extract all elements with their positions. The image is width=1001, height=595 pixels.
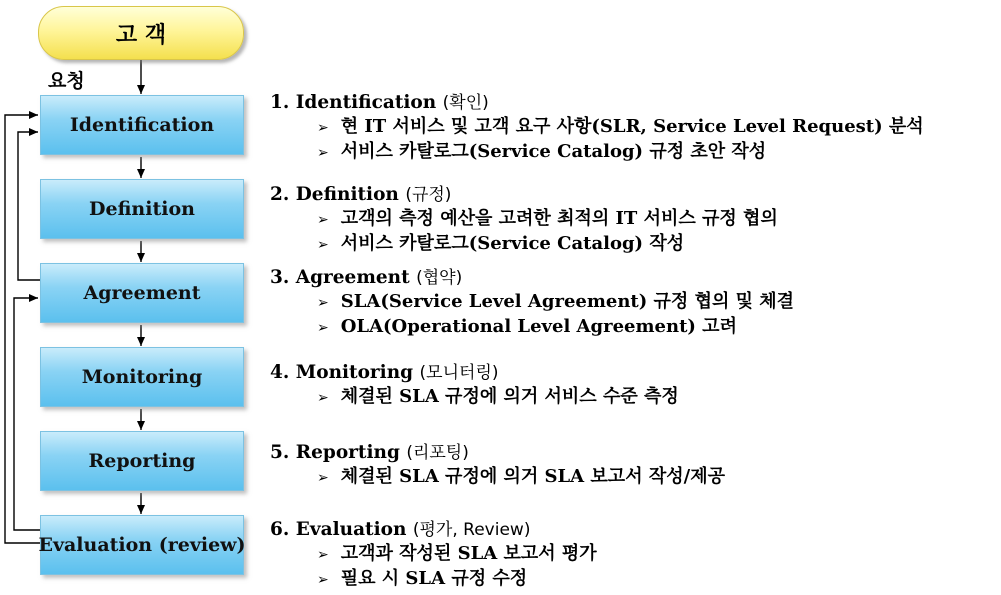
- loop-evaluation-to-agreement: [14, 298, 40, 530]
- description-bullet: ➢ 필요 시 SLA 규정 수정: [317, 568, 528, 589]
- description-title: 4. Monitoring (모니터링): [270, 362, 499, 383]
- description-bullet: ➢ 현 IT 서비스 및 고객 요구 사항(SLR, Service Level Request) 분석: [317, 116, 924, 137]
- description-bullet: ➢ 서비스 카탈로그(Service Catalog) 작성: [317, 233, 685, 254]
- description-bullet: ➢ 고객의 측정 예산을 고려한 최적의 IT 서비스 규정 협의: [317, 208, 778, 229]
- stage-evaluation: Evaluation (review): [40, 515, 244, 575]
- arrow-bullet-icon: ➢: [317, 237, 329, 253]
- request-label: 요청: [48, 70, 85, 92]
- stage-monitoring: Monitoring: [40, 347, 244, 407]
- arrow-bullet-icon: ➢: [317, 390, 329, 406]
- arrow-bullet-icon: ➢: [317, 572, 329, 588]
- description-bullet: ➢ 서비스 카탈로그(Service Catalog) 규정 초안 작성: [317, 141, 767, 162]
- description-definition: [270, 183, 778, 257]
- description-monitoring: [270, 361, 679, 410]
- description-bullet: ➢ SLA(Service Level Agreement) 규정 협의 및 체결: [317, 291, 795, 312]
- arrow-bullet-icon: ➢: [317, 212, 329, 228]
- description-bullet: ➢ 체결된 SLA 규정에 의거 SLA 보고서 작성/제공: [317, 466, 725, 487]
- description-title: 5. Reporting (리포팅): [270, 442, 469, 463]
- stage-agreement: Agreement: [40, 263, 244, 323]
- description-agreement: [270, 266, 794, 340]
- description-bullet: ➢ 체결된 SLA 규정에 의거 서비스 수준 측정: [317, 386, 679, 407]
- description-bullet: ➢ OLA(Operational Level Agreement) 고려: [317, 316, 737, 337]
- customer-node: [38, 6, 244, 60]
- stage-reporting: Reporting: [40, 431, 244, 491]
- customer-label: 고 객: [115, 22, 167, 48]
- arrow-bullet-icon: ➢: [317, 320, 329, 336]
- stage-definition: Definition: [40, 179, 244, 239]
- description-title: 2. Definition (규정): [270, 184, 452, 205]
- loop-evaluation-to-identification: [5, 115, 40, 543]
- description-title: 3. Agreement (협약): [270, 267, 463, 288]
- loop-agreement-to-identification: [18, 132, 40, 280]
- arrow-bullet-icon: ➢: [317, 470, 329, 486]
- arrow-bullet-icon: ➢: [317, 120, 329, 136]
- description-bullet: ➢ 고객과 작성된 SLA 보고서 평가: [317, 543, 597, 564]
- arrow-bullet-icon: ➢: [317, 145, 329, 161]
- arrow-bullet-icon: ➢: [317, 547, 329, 563]
- description-title: 6. Evaluation (평가, Review): [270, 519, 531, 540]
- arrow-bullet-icon: ➢: [317, 295, 329, 311]
- stage-identification: Identification: [40, 95, 244, 155]
- description-evaluation: [270, 518, 597, 592]
- description-title: 1. Identification (확인): [270, 92, 489, 113]
- description-identification: [270, 91, 924, 165]
- description-reporting: [270, 441, 725, 490]
